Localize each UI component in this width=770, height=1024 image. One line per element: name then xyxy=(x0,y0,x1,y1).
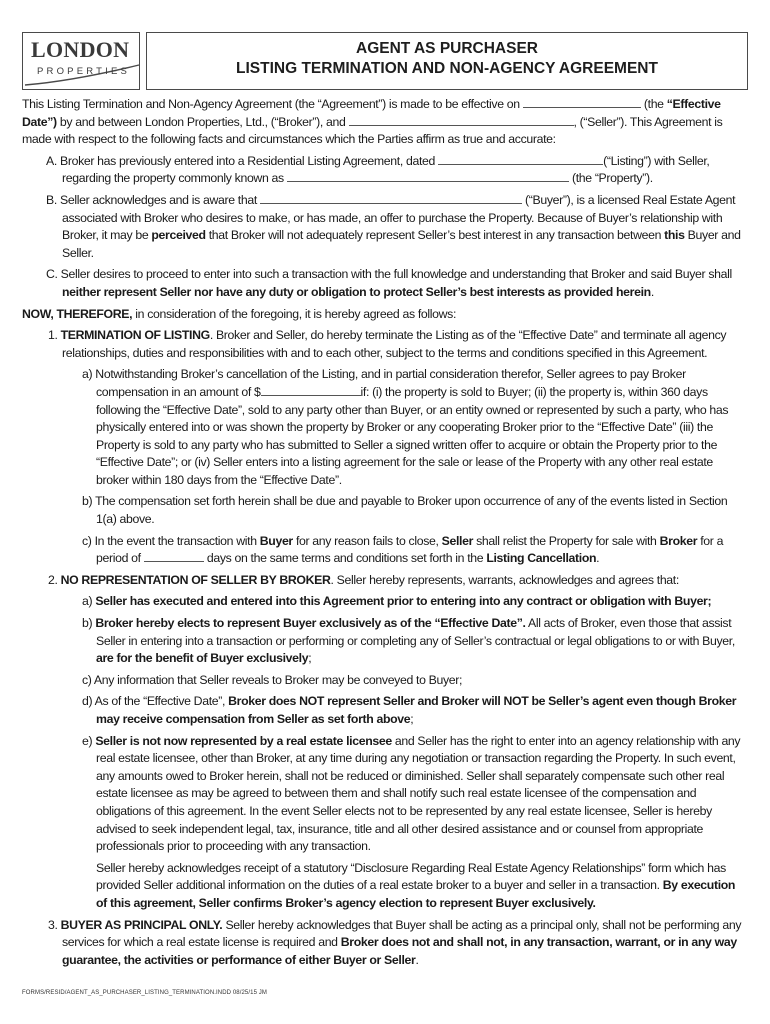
recital-text: (“Buyer”), is a licensed Real Estate Agent associated with Broker who desires to make, or has made, an offer to purchase the Property. Because of Buyer’s relationship with Broker, it may be xyxy=(62,192,736,243)
logo-wordmark: LONDON xyxy=(31,37,130,62)
clause-text: for a period of xyxy=(96,533,724,566)
section-1a xyxy=(22,366,748,489)
section-2b xyxy=(22,615,748,668)
document-body xyxy=(22,96,748,969)
recital-text: (“Listing”) with Seller, regarding the property commonly known as xyxy=(62,153,710,186)
clause-text: All acts of Broker, even those that assist Seller in entering into a transaction or performing or completing any of Seller’s contractual or legal obligations to or with Buyer, xyxy=(96,616,735,648)
listing-date-field[interactable] xyxy=(438,154,603,165)
clause-text: days on the same terms and conditions set forth in the xyxy=(203,551,487,566)
clause-text: if: (i) the property is sold to Buyer; (ii) the property is, within 360 days following the “Effective Date”, sold to any party other than Buyer, or an entity owned or represented by such a party, who has physically entered into or was shown the property by Broker or any cooperating Broker prior to the “Effective Date” (iii) the Property is sold to any party who has submitted to Seller a signed written offer to acquire or obtain the Property prior to the “Effective Date”; or (iv) Seller enters into a listing agreement for the sale or lease of the Property with any other real estate broker within 180 days from the “Effective Date”. xyxy=(96,384,729,487)
seller-name-field[interactable] xyxy=(349,115,574,126)
section-1b: b) The compensation set forth herein shall be due and payable to Broker upon occurrence of any of the events listed in Section 1(a) above. xyxy=(82,494,728,527)
effective-date-field[interactable] xyxy=(523,97,641,108)
section-2-disclosure xyxy=(22,860,748,913)
logo-subtitle: PROPERTIES xyxy=(37,66,131,77)
section-2d xyxy=(22,693,748,728)
intro-text: (the xyxy=(640,97,667,111)
section-heading: TERMINATION OF LISTING xyxy=(60,328,210,343)
section-number: 1. xyxy=(48,328,61,343)
section-heading: BUYER AS PRINCIPAL ONLY. xyxy=(60,917,223,932)
document-title xyxy=(146,32,748,90)
recital-a xyxy=(22,153,748,188)
property-address-field[interactable] xyxy=(287,171,569,182)
clause-bold: Seller has executed and entered into this Agreement prior to entering into any contract or obligation with Buyer; xyxy=(95,594,712,609)
intro-text: , (“Seller”). This Agreement is made with respect to the following facts and circumstances which the Parties affirm as true and accurate: xyxy=(22,114,723,147)
section-2a xyxy=(22,593,748,611)
section-number: 3. xyxy=(48,917,61,932)
title-line-2: LISTING TERMINATION AND NON-AGENCY AGREEMENT xyxy=(236,60,658,77)
clause-bold: Broker hereby elects to represent Buyer exclusively as of the “Effective Date”. xyxy=(95,616,526,631)
intro-paragraph xyxy=(22,96,748,149)
clause-text: a) Notwithstanding Broker’s cancellation of the Listing, and in partial consideration therefor, Seller agrees to pay Broker compensation in an amount of $ xyxy=(82,367,686,399)
now-therefore xyxy=(22,306,748,324)
section-1 xyxy=(22,327,748,362)
clause-text: . xyxy=(596,551,600,566)
clause-text: ; xyxy=(410,712,414,726)
clause-text: c) In the event the transaction with xyxy=(82,533,260,548)
section-text: Seller hereby acknowledges that Buyer shall be acting as a principal only, shall not be performing any services for which a real estate license is required and xyxy=(62,917,742,950)
company-logo xyxy=(22,32,140,90)
clause-bold: Seller is not now represented by a real estate licensee xyxy=(95,733,392,748)
now-text: in consideration of the foregoing, it is hereby agreed as follows: xyxy=(132,306,457,321)
clause-bold: Broker does NOT represent Seller and Broker will NOT be Seller’s agent even though Broker may receive compensation from Seller as set forth above xyxy=(96,694,737,726)
section-text: . Seller hereby represents, warrants, acknowledges and agrees that: xyxy=(330,572,679,587)
clause-bold: By execution of this agreement, Seller confirms Broker’s agency election to represent Buyer exclusively. xyxy=(96,878,736,910)
recital-c xyxy=(22,266,748,301)
recital-b xyxy=(22,192,748,262)
intro-bold: “Effective Date”) xyxy=(22,97,721,129)
clause-bold: Broker xyxy=(659,533,698,548)
intro-text: This Listing Termination and Non-Agency Agreement (the “Agreement”) is made to be effective on xyxy=(22,97,523,111)
recital-text: that Broker will not adequately represent Seller’s best interest in any transaction between xyxy=(205,228,665,243)
buyer-name-field[interactable] xyxy=(260,193,522,204)
clause-bold: Seller xyxy=(441,533,474,548)
clause-text: shall relist the Property for sale with xyxy=(473,533,660,548)
clause-text: b) xyxy=(82,616,96,631)
section-2e xyxy=(22,733,748,856)
compensation-amount-field[interactable] xyxy=(261,385,361,396)
recital-text: B. Seller acknowledges and is aware that xyxy=(46,192,260,207)
clause-text: e) xyxy=(82,733,96,748)
section-heading: NO REPRESENTATION OF SELLER BY BROKER xyxy=(60,572,331,587)
recital-text: A. Broker has previously entered into a Residential Listing Agreement, dated xyxy=(46,153,439,168)
section-number: 2. xyxy=(48,572,61,587)
section-bold: Broker does not and shall not, in any transaction, warrant, or in any way guarantee, the activities or performance of either Buyer or Seller xyxy=(62,935,737,967)
clause-text: and Seller has the right to enter into an agency relationship with any real estate licensee, other than Broker, at any time during any negotiation or transaction regarding the Property. In such event, any amounts owed to Broker herein, shall not be reduced or diminished. Seller shall separately compensate such other real estate licensee as may be agreed to between them and shall notify such real estate licensee of the compensation and obligations of this agreement. In the event Seller elects not to be represented by any real estate licensee, Seller is hereby advised to seek independent legal, tax, insurance, title and all other desired assistance and or counsel from appropriate professionals prior to proceeding with any transaction. xyxy=(96,733,741,854)
clause-text: Seller hereby acknowledges receipt of a statutory “Disclosure Regarding Real Estate Agency Relationships” form which has provided Seller additional information on the duties of a real estate broker to a buyer and seller in a transaction. xyxy=(96,860,726,893)
section-2 xyxy=(22,572,748,590)
recital-bold: neither represent Seller nor have any duty or obligation to protect Seller’s best interests as provided herein xyxy=(62,284,651,299)
recital-text: Buyer and Seller. xyxy=(62,228,741,260)
clause-bold: Buyer xyxy=(259,533,293,548)
section-text: . Broker and Seller, do hereby terminate the Listing as of the “Effective Date” and terminate all agency relationships, duties and responsibilities with and to each other, subject to the terms and conditions specified in this Agreement. xyxy=(62,328,727,360)
clause-bold: are for the benefit of Buyer exclusively xyxy=(96,651,309,666)
clause-text: d) As of the “Effective Date”, xyxy=(82,694,229,709)
recital-text: . xyxy=(650,284,654,299)
section-1c xyxy=(22,533,748,568)
relist-days-field[interactable] xyxy=(144,551,204,562)
section-text: . xyxy=(415,952,419,967)
clause-text: for any reason fails to close, xyxy=(292,533,442,548)
section-3 xyxy=(22,917,748,970)
now-bold: NOW, THEREFORE, xyxy=(22,306,133,321)
clause-text: ; xyxy=(308,651,312,666)
title-line-1: AGENT AS PURCHASER xyxy=(356,40,538,57)
clause-bold: Listing Cancellation xyxy=(486,551,597,566)
recital-bold: this xyxy=(664,228,685,243)
recital-bold: perceived xyxy=(151,228,206,243)
intro-text: by and between London Properties, Ltd., (“Broker”), and xyxy=(56,114,349,129)
clause-text: a) xyxy=(82,594,96,609)
recital-text: C. Seller desires to proceed to enter into such a transaction with the full knowledge and understanding that Broker and said Buyer shall xyxy=(46,267,732,282)
form-footer-code: FORMS/RESID/AGENT_AS_PURCHASER_LISTING_TERMINATION.INDD 08/25/15 JM xyxy=(22,990,267,996)
recital-text: (the “Property”). xyxy=(568,171,653,186)
section-2c: c) Any information that Seller reveals to Broker may be conveyed to Buyer; xyxy=(82,672,463,687)
